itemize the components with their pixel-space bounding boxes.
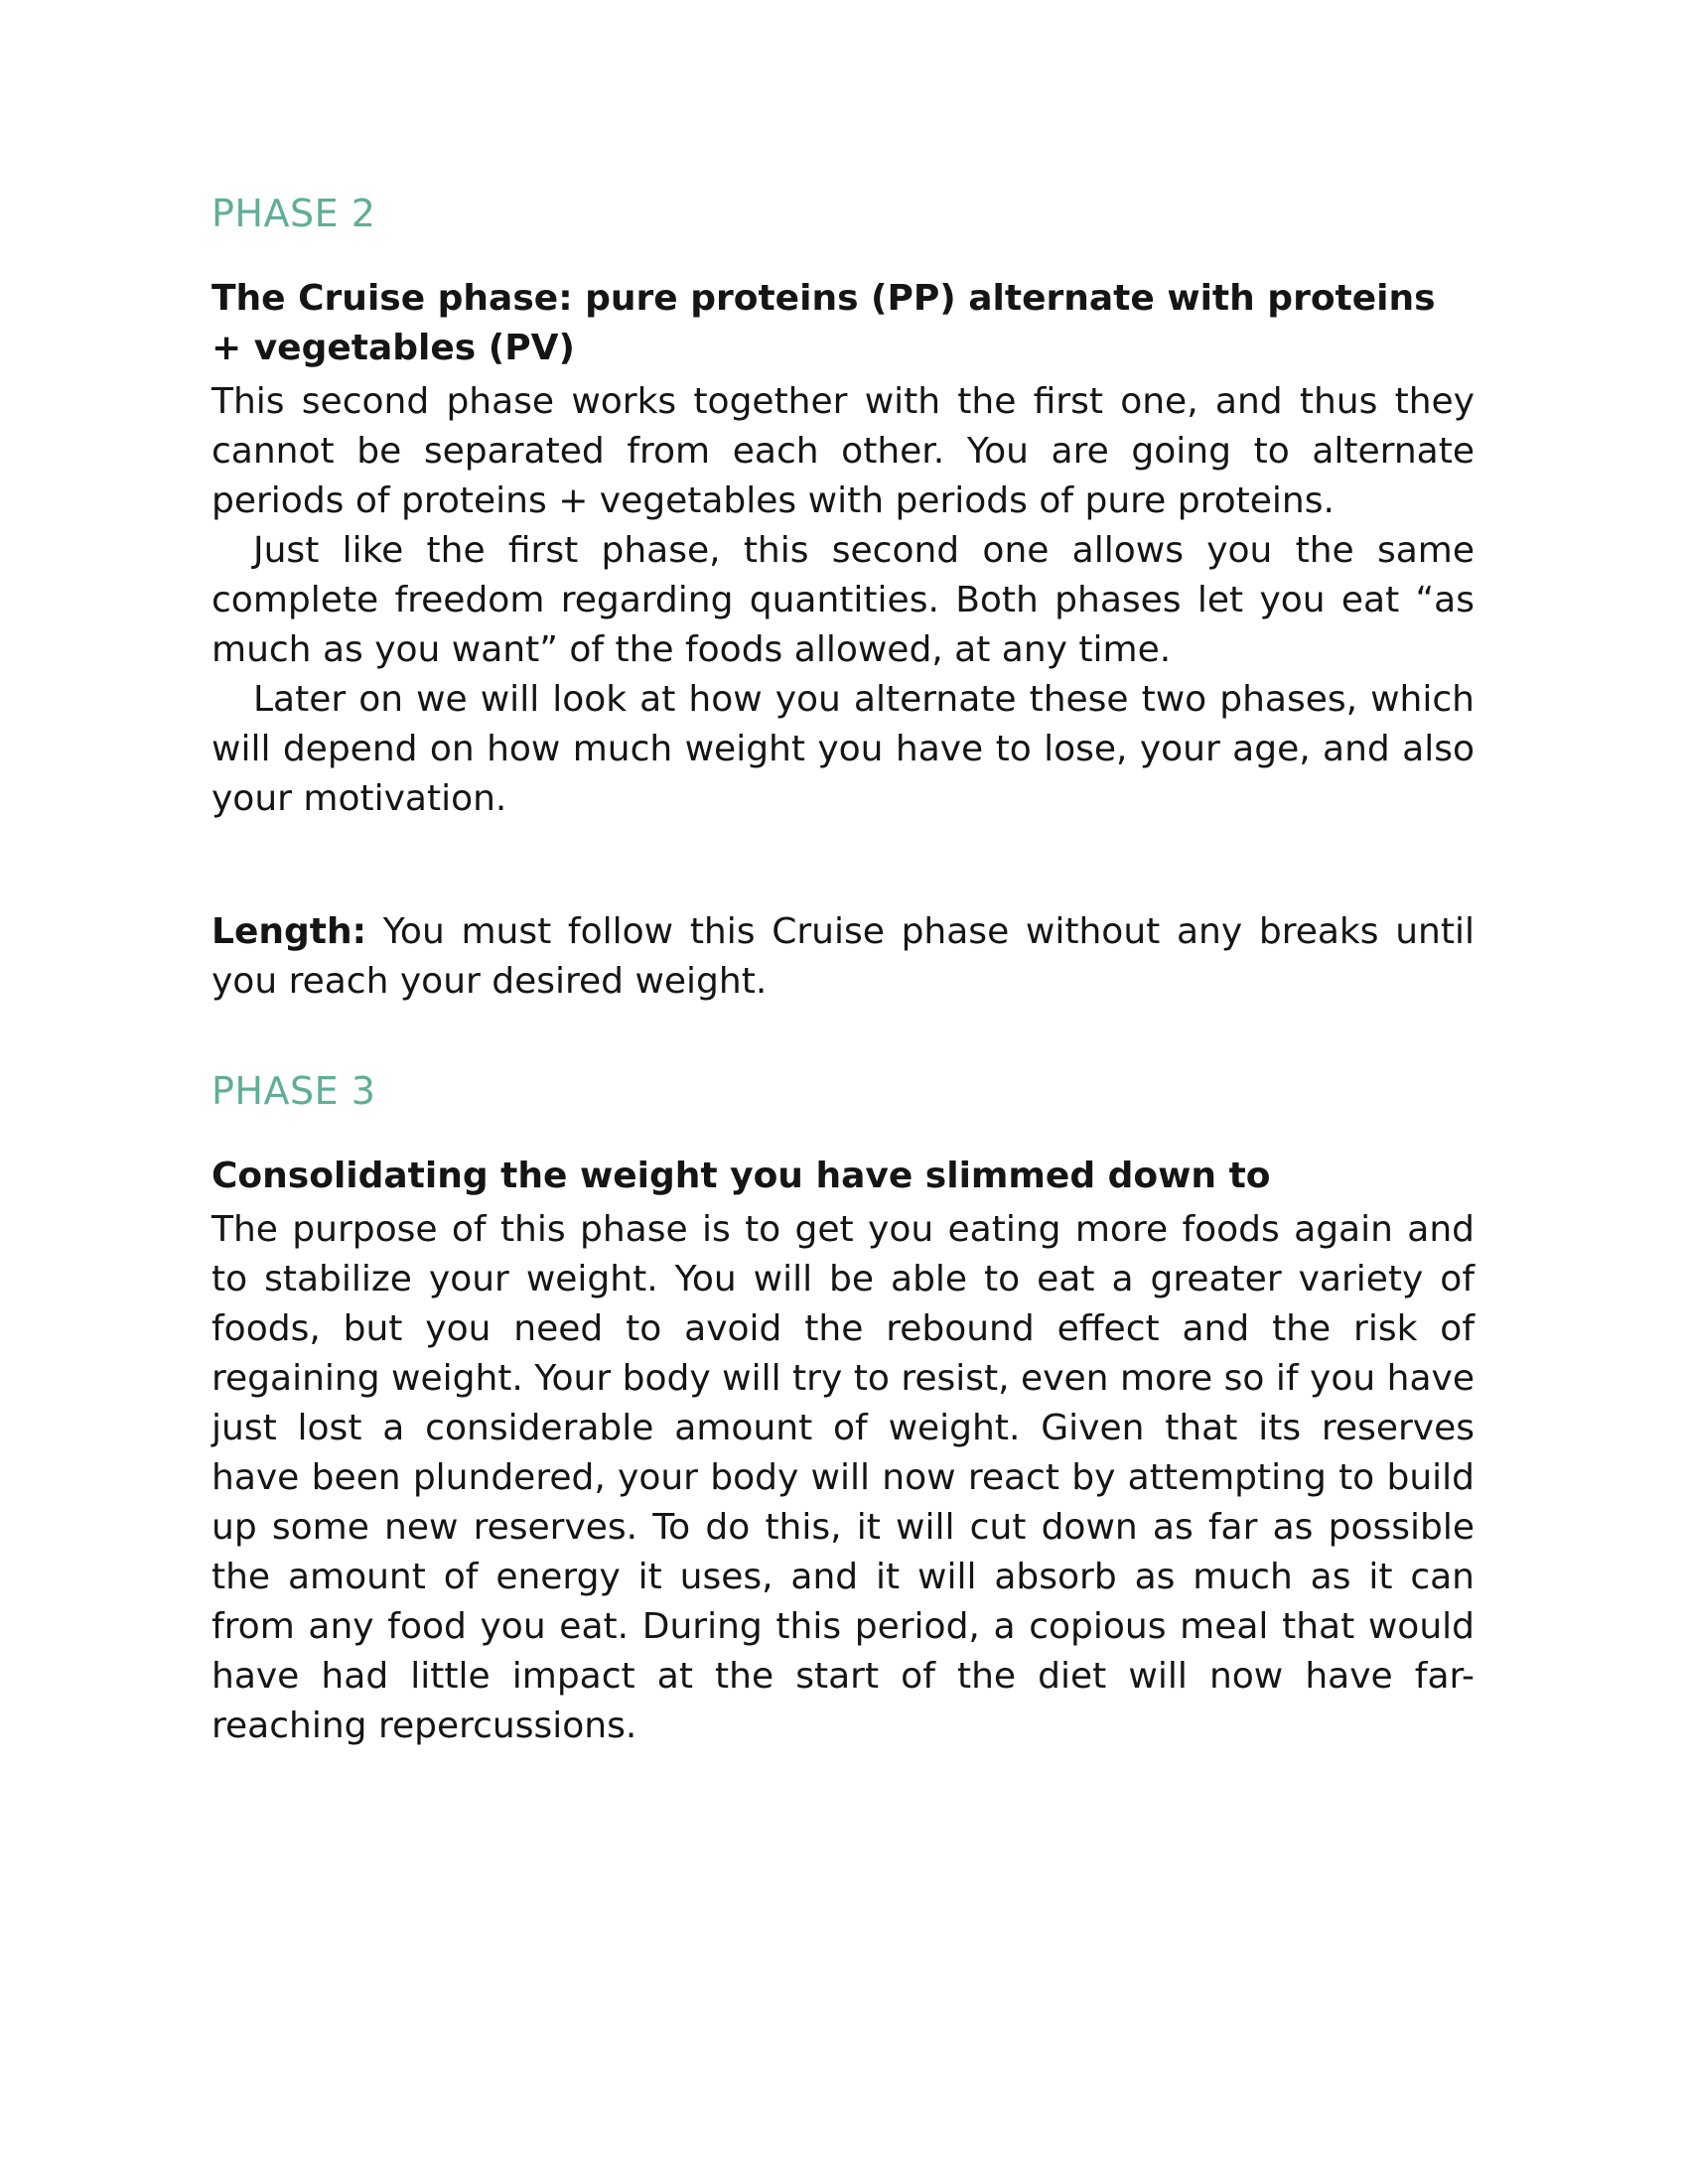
- phase-2-paragraph-1: This second phase works together with the first one, and thus they cannot be separated from each other. You are going to alternate periods of proteins + vegetables with periods of pure proteins.: [211, 381, 1475, 521]
- spacer: [211, 238, 1475, 274]
- spacer: [211, 1116, 1475, 1152]
- phase-2-paragraph-2: Just like the first phase, this second one allows you the same complete freedom regarding quantities. Both phases let you eat “as much as you want” of the foods allowed, at any time.: [211, 530, 1475, 670]
- phase-2-length-paragraph: [211, 907, 1475, 1007]
- document-page: [211, 189, 1475, 1751]
- length-text: You must follow this Cruise phase without any breaks until you reach your desired weight.: [211, 911, 1475, 1002]
- length-label: Length:: [211, 911, 366, 952]
- spacer: [211, 824, 1475, 907]
- phase-3-paragraph: The purpose of this phase is to get you eating more foods again and to stabilize your weight. You will be able to eat a greater variety of foods, but you need to avoid the rebound effect and the risk of regaining weight. Your body will try to resist, even more so if you have just lost a considerable amount of weight. Given that its reserves have been plundered, your body will now react by attempting to build up some new reserves. To do this, it will cut down as far as possible the amount of energy it uses, and it will absorb as much as it can from any food you eat. During this period, a copious meal that would have had little impact at the start of the diet will now have far-reaching repercussions.: [211, 1209, 1475, 1746]
- phase-3-label: PHASE 3: [211, 1069, 376, 1113]
- phase-2-heading: The Cruise phase: pure proteins (PP) alternate with proteins + vegetables (PV): [211, 278, 1436, 368]
- phase-2-label: PHASE 2: [211, 192, 376, 235]
- spacer: [211, 1007, 1475, 1066]
- phase-3-heading: Consolidating the weight you have slimmed down to: [211, 1156, 1271, 1196]
- phase-2-paragraph-3: Later on we will look at how you alternate these two phases, which will depend on how much weight you have to lose, your age, and also your motivation.: [211, 679, 1475, 819]
